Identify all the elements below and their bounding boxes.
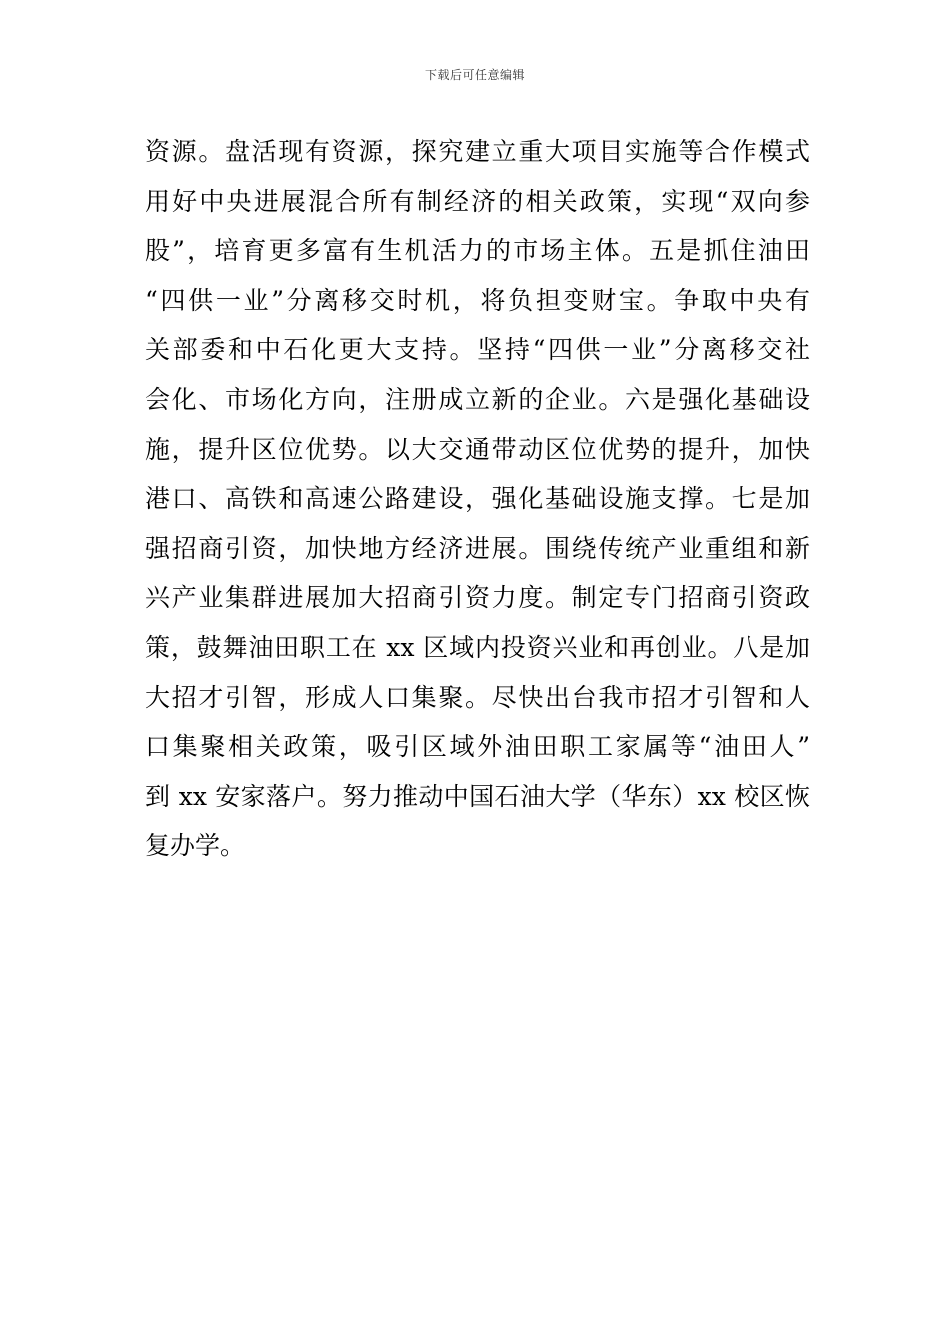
text-line: 用好中央进展混合所有制经济的相关政策，实现“双向参 <box>145 186 810 216</box>
text-line: 大招才引智，形成人口集聚。尽快出台我市招才引智和人 <box>145 682 810 712</box>
text-line: 资源。盘活现有资源，探究建立重大项目实施等合作模式 <box>145 137 810 166</box>
text-line: 口集聚相关政策，吸引区域外油田职工家属等“油田人” <box>145 732 810 762</box>
text-line: “四供一业”分离移交时机，将负担变财宝。争取中央有 <box>145 285 810 315</box>
text-line: 会化、市场化方向，注册成立新的企业。六是强化基础设 <box>145 384 810 414</box>
text-line: 到 xx 安家落户。努力推动中国石油大学（华东）xx 校区恢 <box>145 781 810 811</box>
text-line: 兴产业集群进展加大招商引资力度。制定专门招商引资政 <box>145 583 810 613</box>
text-line: 施，提升区位优势。以大交通带动区位优势的提升，加快 <box>145 434 810 464</box>
text-line: 股”，培育更多富有生机活力的市场主体。五是抓住油田 <box>145 236 810 266</box>
text-line: 强招商引资，加快地方经济进展。围绕传统产业重组和新 <box>145 533 810 563</box>
text-line: 复办学。 <box>145 831 246 861</box>
body-paragraph <box>145 127 810 871</box>
text-line: 策，鼓舞油田职工在 xx 区域内投资兴业和再创业。八是加 <box>145 632 810 662</box>
text-line: 关部委和中石化更大支持。坚持“四供一业”分离移交社 <box>145 335 810 365</box>
text-line: 港口、高铁和高速公路建设，强化基础设施支撑。七是加 <box>145 484 810 514</box>
page-header-note: 下载后可任意编辑 <box>424 68 525 82</box>
